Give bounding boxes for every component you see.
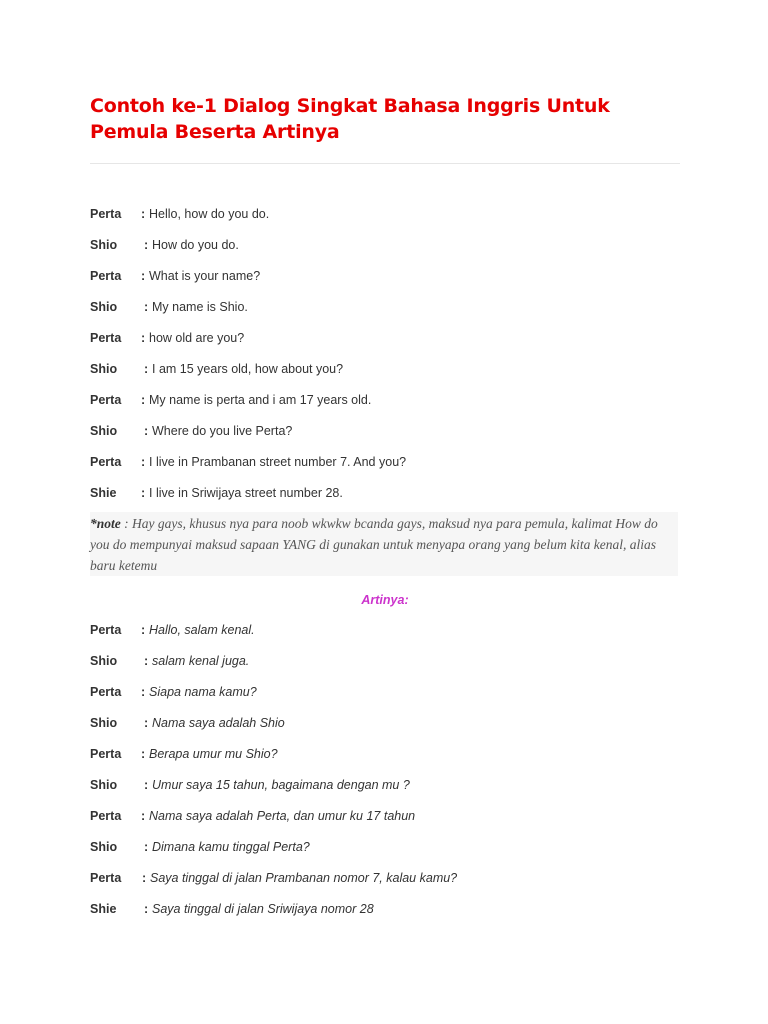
speaker-name: Shio	[90, 300, 118, 314]
page-title	[90, 93, 680, 145]
dialog-row	[90, 328, 680, 348]
speaker-name: Shie	[90, 486, 117, 500]
translation-heading: Artinya:	[361, 593, 409, 607]
speaker-name: Perta	[90, 871, 122, 885]
dialog-line: My name is Shio.	[152, 300, 248, 314]
dialog-row	[90, 837, 680, 857]
dialog-line: What is your name?	[149, 269, 261, 283]
dialog-line: Saya tinggal di jalan Prambanan nomor 7, kalau kamu?	[150, 871, 458, 885]
colon-separator: :	[141, 685, 146, 699]
dialog-row	[90, 744, 680, 764]
dialog-line: Dimana kamu tinggal Perta?	[152, 840, 310, 854]
dialog-line: Siapa nama kamu?	[149, 685, 257, 699]
dialog-line: I live in Prambanan street number 7. And you?	[149, 455, 407, 469]
speaker-name: Perta	[90, 331, 122, 345]
colon-separator: :	[141, 623, 146, 637]
colon-separator: :	[144, 716, 149, 730]
colon-separator: :	[141, 269, 146, 283]
dialog-row	[90, 421, 680, 441]
colon-separator: :	[144, 840, 149, 854]
dialog-line: How do you do.	[152, 238, 239, 252]
colon-separator: :	[144, 778, 149, 792]
speaker-name: Perta	[90, 207, 122, 221]
dialog-line: how old are you?	[149, 331, 245, 345]
speaker-name: Shio	[90, 778, 118, 792]
dialog-row	[90, 204, 680, 224]
dialog-row	[90, 235, 680, 255]
colon-separator: :	[141, 809, 146, 823]
dialog-row	[90, 452, 680, 472]
colon-separator: :	[144, 902, 149, 916]
dialog-line: Berapa umur mu Shio?	[149, 747, 278, 761]
colon-separator: :	[141, 486, 146, 500]
dialog-row	[90, 899, 680, 919]
dialog-row	[90, 266, 680, 286]
colon-separator: :	[141, 207, 146, 221]
dialog-row	[90, 390, 680, 410]
speaker-name: Perta	[90, 393, 122, 407]
dialog-line: salam kenal juga.	[152, 654, 250, 668]
dialog-line: Saya tinggal di jalan Sriwijaya nomor 28	[152, 902, 374, 916]
colon-separator: :	[144, 238, 149, 252]
dialog-row	[90, 359, 680, 379]
speaker-name: Perta	[90, 685, 122, 699]
colon-separator: :	[142, 871, 147, 885]
dialog-row	[90, 620, 680, 640]
dialog-row	[90, 651, 680, 671]
dialog-line: I live in Sriwijaya street number 28.	[149, 486, 343, 500]
speaker-name: Perta	[90, 809, 122, 823]
colon-separator: :	[144, 362, 149, 376]
dialog-line: Nama saya adalah Perta, dan umur ku 17 tahun	[149, 809, 416, 823]
dialog-row	[90, 297, 680, 317]
speaker-name: Shio	[90, 362, 118, 376]
speaker-name: Perta	[90, 269, 122, 283]
dialog-row	[90, 483, 680, 503]
title-divider	[90, 163, 680, 164]
note-text: : Hay gays, khusus nya para noob wkwkw bcanda gays, maksud nya para pemula, kalimat How do you do mempunyai maksud sapaan YANG di gunakan untuk menyapa orang yang belum kita kenal, alias baru ketemu	[90, 516, 658, 573]
dialog-row	[90, 868, 680, 888]
colon-separator: :	[141, 747, 146, 761]
speaker-name: Shio	[90, 424, 118, 438]
dialog-line: Nama saya adalah Shio	[152, 716, 285, 730]
dialog-line: I am 15 years old, how about you?	[152, 362, 344, 376]
colon-separator: :	[144, 300, 149, 314]
dialog-row	[90, 682, 680, 702]
dialog-row	[90, 775, 680, 795]
note-box	[90, 512, 678, 576]
note-label: *note	[90, 516, 121, 531]
dialog-row	[90, 713, 680, 733]
speaker-name: Shio	[90, 238, 118, 252]
speaker-name: Perta	[90, 747, 122, 761]
speaker-name: Shio	[90, 840, 118, 854]
dialog-line: Hallo, salam kenal.	[149, 623, 255, 637]
colon-separator: :	[141, 393, 146, 407]
colon-separator: :	[144, 654, 149, 668]
speaker-name: Shio	[90, 716, 118, 730]
speaker-name: Shio	[90, 654, 118, 668]
dialog-row	[90, 806, 680, 826]
dialog-line: Where do you live Perta?	[152, 424, 293, 438]
speaker-name: Shie	[90, 902, 117, 916]
page-title-line-2: Pemula Beserta Artinya	[90, 121, 340, 143]
colon-separator: :	[141, 455, 146, 469]
dialog-line: Umur saya 15 tahun, bagaimana dengan mu ?	[152, 778, 410, 792]
dialog-line: My name is perta and i am 17 years old.	[149, 393, 372, 407]
page-title-line-1: Contoh ke-1 Dialog Singkat Bahasa Inggris Untuk	[90, 95, 610, 117]
colon-separator: :	[144, 424, 149, 438]
dialog-line: Hello, how do you do.	[149, 207, 270, 221]
speaker-name: Perta	[90, 455, 122, 469]
speaker-name: Perta	[90, 623, 122, 637]
colon-separator: :	[141, 331, 146, 345]
